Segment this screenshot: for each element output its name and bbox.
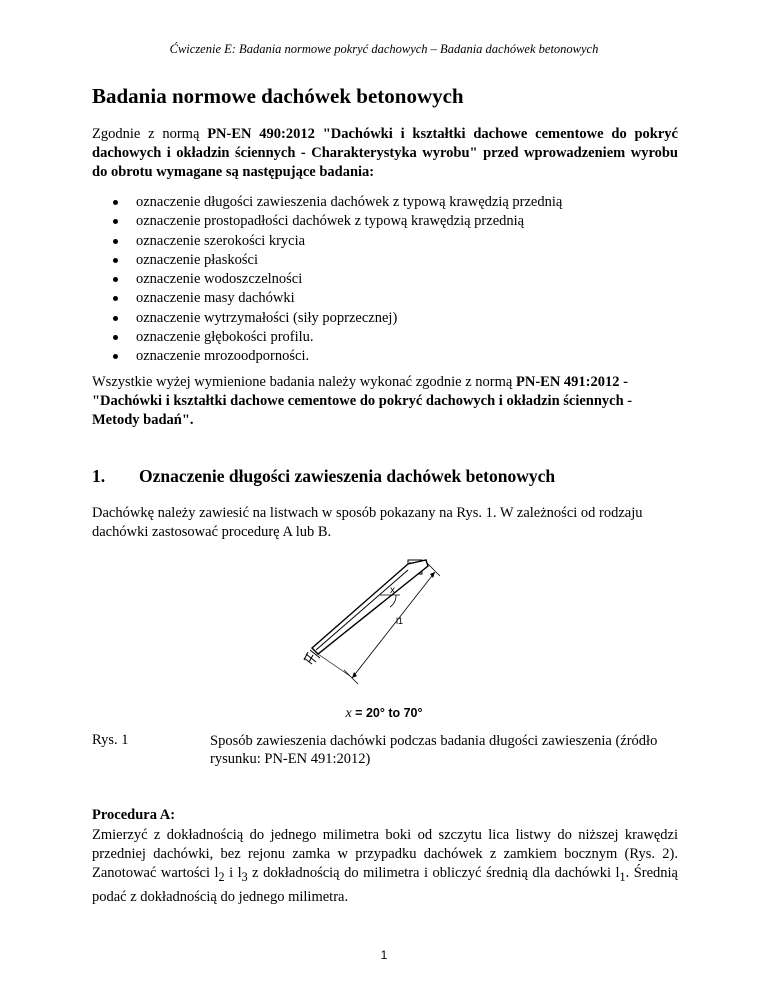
section-title: Oznaczenie długości zawieszenia dachówek betonowych xyxy=(139,466,556,486)
intro-standard: PN-EN 490:2012 xyxy=(207,126,315,142)
bullet-icon xyxy=(113,258,118,263)
list-item: oznaczenie mrozoodporności. xyxy=(113,347,562,366)
angle-label: x xyxy=(390,585,395,596)
summary-title: "Dachówki i kształtki dachowe cementowe do pokryć dachowych i okładzin ściennych - Metody badań". xyxy=(92,393,633,428)
list-item: oznaczenie szerokości krycia xyxy=(113,232,562,251)
bullet-icon xyxy=(113,239,118,244)
bullet-icon xyxy=(113,335,118,340)
summary-prefix: Wszystkie wyżej wymienione badania należy wykonać zgodnie z normą xyxy=(92,374,516,390)
bullet-icon xyxy=(113,316,118,321)
section-number: 1. xyxy=(92,466,106,486)
tests-list xyxy=(113,193,562,367)
tile-edge xyxy=(316,570,408,650)
page-header: Ćwiczenie E: Badania normowe pokryć dachowych – Badania dachówek betonowych xyxy=(169,42,599,56)
list-item: oznaczenie głębokości profilu. xyxy=(113,328,562,347)
bullet-icon xyxy=(113,219,118,224)
dimension-tick-bottom xyxy=(344,670,358,684)
bullet-icon xyxy=(113,200,118,205)
figure-label: Rys. 1 xyxy=(92,732,129,748)
length-label: l1 xyxy=(396,616,404,626)
list-item: oznaczenie wytrzymałości (siły poprzecznej) xyxy=(113,309,562,328)
list-item: oznaczenie wodoszczelności xyxy=(113,270,562,289)
page-number: 1 xyxy=(380,948,388,962)
bullet-icon xyxy=(113,296,118,301)
procedure-text: Zmierzyć z dokładnością do jednego milimetra boki od szczytu lica listwy do niższej krawędzi przedniej dachówki, bez rejonu zamka w przypadku dachówek z zamkiem bocznym (Rys. 2). Zanotować wartości $l_2$ i $l_3$ z dokładnością do milimetra i obliczyć średnią dla dachówki $l_1$. Średnią podać z dokładnością do jednego milimetra. xyxy=(92,827,678,905)
summary-standard: PN-EN 491:2012 - xyxy=(515,374,628,390)
tile-body xyxy=(312,560,428,654)
dimension-extension xyxy=(318,654,350,676)
intro-prefix: Zgodnie z normą xyxy=(92,126,208,142)
angle-arc xyxy=(390,595,396,607)
section-paragraph: Dachówkę należy zawiesić na listwach w sposób pokazany na Rys. 1. W zależności od rodzaju dachówki zastosować procedurę A lub B. xyxy=(92,505,643,540)
intro-rest: "Dachówki i kształtki dachowe cementowe do pokryć dachowych i okładzin ściennych - Charakterystyka wyrobu" przed wprowadzeniem wyrobu do obrotu wymagane są następujące badania: xyxy=(92,126,678,180)
formula-variable: x xyxy=(345,706,352,721)
document-title: Badania normowe dachówek betonowych xyxy=(92,84,464,108)
section-heading xyxy=(92,466,555,487)
list-item: oznaczenie długości zawieszenia dachówek z typową krawędzią przednią xyxy=(113,193,562,212)
angle-formula xyxy=(0,706,768,722)
tile-hanging-diagram xyxy=(300,550,470,700)
intro-paragraph xyxy=(92,125,678,182)
list-item: oznaczenie masy dachówki xyxy=(113,289,562,308)
bullet-icon xyxy=(113,354,118,359)
formula-range: = 20° to 70° xyxy=(351,706,423,720)
summary-paragraph xyxy=(92,373,678,430)
figure-caption: Sposób zawieszenia dachówki podczas badania długości zawieszenia (źródło rysunku: PN-EN 491:2012) xyxy=(210,733,658,767)
list-item: oznaczenie prostopadłości dachówek z typową krawędzią przednią xyxy=(113,212,562,231)
procedure-title: Procedura A: xyxy=(92,807,176,823)
list-item: oznaczenie płaskości xyxy=(113,251,562,270)
bullet-icon xyxy=(113,277,118,282)
